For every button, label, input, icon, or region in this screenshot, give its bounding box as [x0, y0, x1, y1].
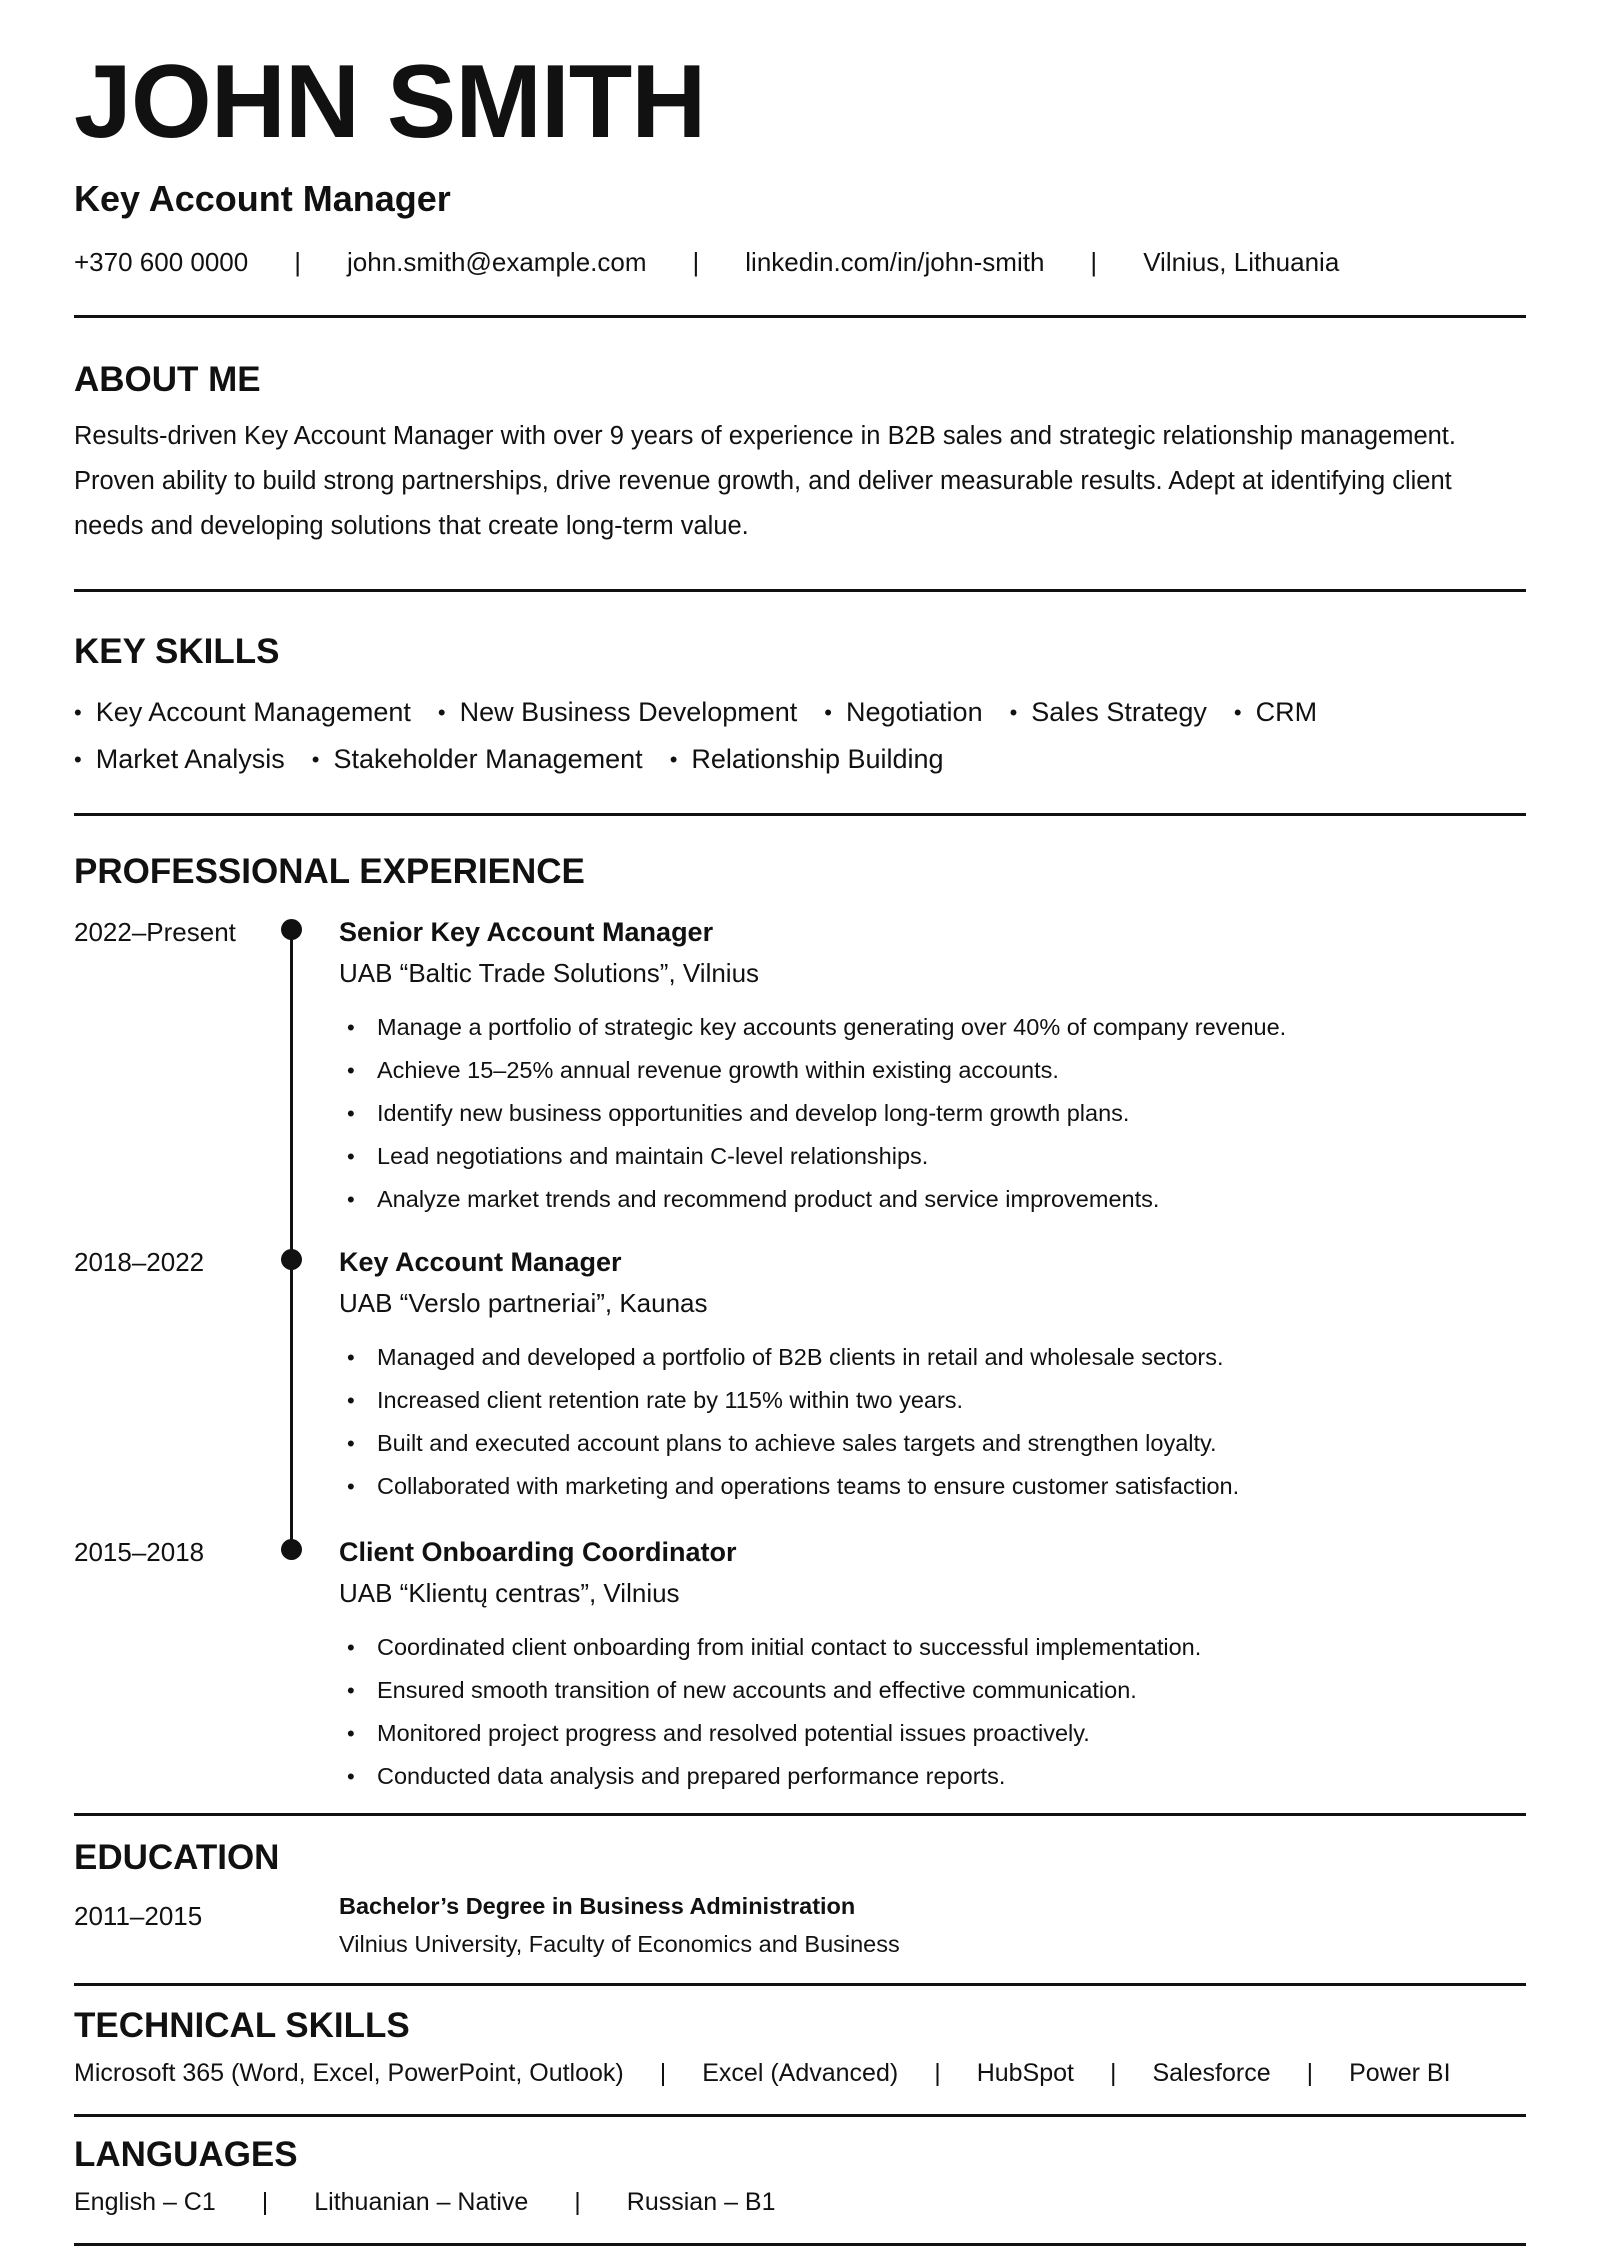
timeline-dot-icon [281, 1249, 302, 1270]
job-details [339, 1539, 1519, 1798]
technical-skills-section-title: TECHNICAL SKILLS [74, 2006, 410, 2045]
job-details [339, 919, 1519, 1221]
technical-skill: Salesforce [1152, 2059, 1271, 2087]
skill-item [1234, 699, 1317, 726]
skill-label: New Business Development [459, 697, 798, 727]
language-item: Lithuanian – Native [314, 2188, 529, 2216]
list-separator: | [659, 2059, 667, 2087]
timeline-line [290, 929, 293, 1544]
education-date: 2011–2015 [74, 1901, 203, 1931]
job-bullets [339, 1336, 1519, 1508]
skill-item [670, 746, 944, 773]
section-divider [74, 1813, 1526, 1816]
job-bullet: • Increased client retention rate by 115% within two years. [339, 1379, 1519, 1422]
timeline-dot-icon [281, 1539, 302, 1560]
languages-list [74, 2190, 1526, 2215]
education-degree: Bachelor’s Degree in Business Administration [339, 1893, 856, 1919]
skill-item [74, 699, 411, 726]
candidate-name: JOHN SMITH [74, 44, 706, 160]
education-entry [74, 1895, 1526, 1965]
job-title: Senior Key Account Manager [339, 917, 714, 947]
skill-label: Market Analysis [95, 744, 285, 774]
about-section-title: ABOUT ME [74, 360, 261, 399]
section-divider [74, 315, 1526, 318]
job-details [339, 1249, 1519, 1508]
resume-page [74, 44, 1526, 2246]
skill-item [312, 746, 643, 773]
job-date: 2022–Present [74, 917, 236, 947]
job-bullet: • Identify new business opportunities and develop long-term growth plans. [339, 1092, 1519, 1135]
experience-section-title: PROFESSIONAL EXPERIENCE [74, 852, 585, 891]
skill-label: Negotiation [845, 697, 983, 727]
bullet-icon: • [1233, 699, 1242, 725]
bullet-icon: • [74, 699, 82, 725]
contact-separator: | [1090, 247, 1098, 277]
bullet-icon: • [1009, 699, 1018, 725]
job-bullet: • Managed and developed a portfolio of B2B clients in retail and wholesale sectors. [339, 1336, 1519, 1379]
bullet-icon: • [74, 746, 82, 772]
about-text: Results-driven Key Account Manager with over 9 years of experience in B2B sales and strategic relationship management. Proven ability to build strong partnerships, drive revenue growth, and deliver measurable results. Adept at identifying client needs and developing solutions that create long-term value. [74, 422, 1456, 540]
job-bullet: • Conducted data analysis and prepared performance reports. [339, 1755, 1519, 1798]
contact-phone: +370 600 0000 [74, 247, 249, 277]
language-item: English – C1 [74, 2188, 216, 2216]
job-company: UAB “Baltic Trade Solutions”, Vilnius [339, 958, 760, 988]
job-bullet: • Built and executed account plans to achieve sales targets and strengthen loyalty. [339, 1422, 1519, 1465]
job-company: UAB “Verslo partneriai”, Kaunas [339, 1288, 708, 1318]
languages-section-title: LANGUAGES [74, 2135, 298, 2174]
job-company: UAB “Klientų centras”, Vilnius [339, 1578, 680, 1608]
bullet-icon: • [824, 699, 832, 725]
skills-row [74, 699, 1526, 726]
job-bullet: • Collaborated with marketing and operations teams to ensure customer satisfaction. [339, 1465, 1519, 1508]
section-divider [74, 813, 1526, 816]
technical-skill: Excel (Advanced) [702, 2059, 899, 2087]
section-divider [74, 2114, 1526, 2117]
contact-line [74, 249, 1526, 275]
job-bullet: • Ensured smooth transition of new accounts and effective communication. [339, 1669, 1519, 1712]
job-date: 2015–2018 [74, 1537, 205, 1567]
list-separator: | [1109, 2059, 1117, 2087]
skills-row [74, 746, 1526, 773]
skill-label: Relationship Building [691, 744, 944, 774]
job-title-headline: Key Account Manager [74, 178, 451, 219]
contact-separator: | [692, 247, 700, 277]
job-bullet: • Lead negotiations and maintain C-level relationships. [339, 1135, 1519, 1178]
list-separator: | [574, 2188, 581, 2216]
education-section-title: EDUCATION [74, 1838, 280, 1877]
technical-skill: HubSpot [976, 2059, 1074, 2087]
list-separator: | [261, 2188, 269, 2216]
education-school: Vilnius University, Faculty of Economics and Business [339, 1930, 900, 1957]
job-bullet: • Coordinated client onboarding from initial contact to successful implementation. [339, 1626, 1519, 1669]
skill-label: Sales Strategy [1031, 697, 1207, 727]
job-bullet: • Monitored project progress and resolved potential issues proactively. [339, 1712, 1519, 1755]
skill-item [438, 699, 797, 726]
language-item: Russian – B1 [626, 2188, 776, 2216]
skill-item [74, 746, 285, 773]
list-separator: | [934, 2059, 941, 2087]
timeline-dot-icon [281, 919, 302, 940]
bullet-icon: • [311, 746, 320, 772]
contact-linkedin: linkedin.com/in/john-smith [745, 247, 1045, 277]
section-divider [74, 589, 1526, 592]
skill-item [1010, 699, 1207, 726]
skill-label: Stakeholder Management [333, 744, 643, 774]
job-title: Key Account Manager [339, 1247, 622, 1277]
technical-skill: Power BI [1349, 2059, 1451, 2087]
job-bullet: • Manage a portfolio of strategic key accounts generating over 40% of company revenue. [339, 1006, 1519, 1049]
bullet-icon: • [669, 746, 678, 772]
section-divider [74, 2243, 1526, 2246]
skill-label: CRM [1255, 697, 1318, 727]
job-date: 2018–2022 [74, 1247, 205, 1277]
education-details [339, 1895, 900, 1956]
bullet-icon: • [437, 699, 446, 725]
skill-label: Key Account Management [95, 697, 411, 727]
job-bullet: • Achieve 15–25% annual revenue growth within existing accounts. [339, 1049, 1519, 1092]
technical-skills-list [74, 2061, 1526, 2086]
job-title: Client Onboarding Coordinator [339, 1537, 737, 1567]
list-separator: | [1306, 2059, 1314, 2087]
key-skills-section-title: KEY SKILLS [74, 632, 280, 671]
contact-separator: | [294, 247, 301, 277]
skill-item [824, 699, 982, 726]
section-divider [74, 1983, 1526, 1986]
job-bullet: • Analyze market trends and recommend product and service improvements. [339, 1178, 1519, 1221]
job-bullets [339, 1006, 1519, 1221]
experience-timeline [74, 919, 1526, 1799]
job-bullets [339, 1626, 1519, 1798]
contact-location: Vilnius, Lithuania [1143, 247, 1340, 277]
technical-skill: Microsoft 365 (Word, Excel, PowerPoint, Outlook) [74, 2059, 624, 2087]
contact-email: john.smith@example.com [347, 247, 647, 277]
